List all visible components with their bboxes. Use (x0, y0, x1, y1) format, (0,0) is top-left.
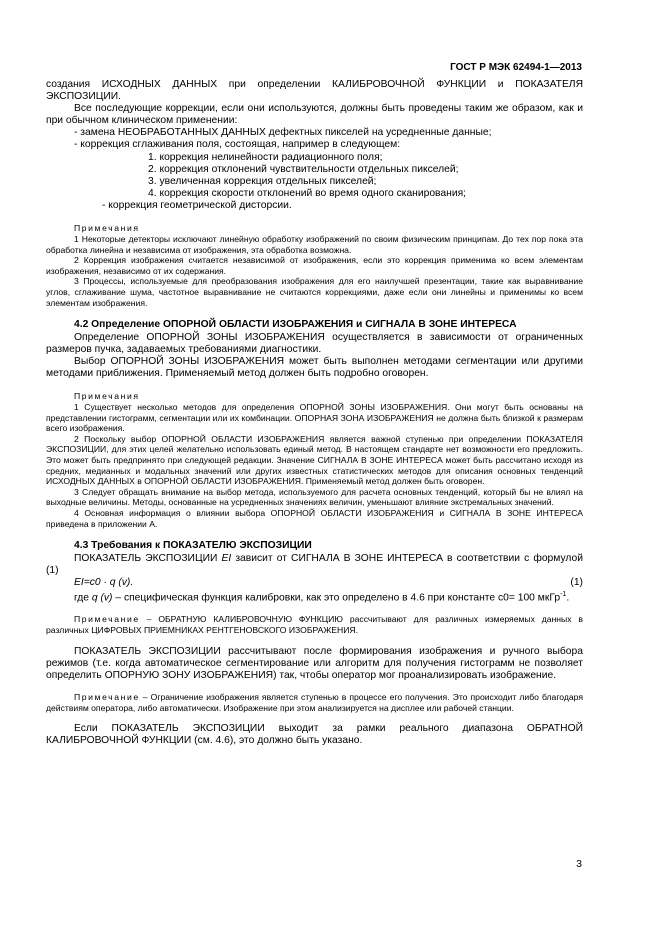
intro-dash-item-2: - коррекция сглаживания поля, состоящая, например в следующем: (74, 139, 401, 151)
section-4-3-paragraph-3: Если ПОКАЗАТЕЛЬ ЭКСПОЗИЦИИ выходит за рамки реального диапазона ОБРАТНОЙ КАЛИБРОВОЧНОЙ ФУНКЦИИ (см. 4.6), это должно быть указано. (46, 723, 583, 747)
note-1-2: 2 Коррекция изображения считается независимой от изображения, если это коррекция применима ко всем элементам изображения, независимо от их содержания. (46, 255, 583, 276)
intro-paragraph-1: создания ИСХОДНЫХ ДАННЫХ при определении КАЛИБРОВОЧНОЙ ФУНКЦИИ и ПОКАЗАТЕЛЯ ЭКСПОЗИЦИИ. (46, 79, 583, 103)
intro-paragraph-2: Все последующие коррекции, если они используются, должны быть проведены таким же образом, как и при обычном клиническом применении: (46, 103, 583, 127)
formula-1 (46, 577, 583, 589)
note-1-3: 3 Процессы, используемые для преобразования изображения для его наилучшей презентации, такие как выравнивание углов, сглаживание шума, частотное выравнивание не считаются коррекциями, даже если они линейны и применимы ко всем элементам изображения. (46, 276, 583, 308)
note-2-4: 4 Основная информация о влиянии выбора ОПОРНОЙ ОБЛАСТИ ИЗОБРАЖЕНИЯ и СИГНАЛА В ЗОНЕ ИНТЕРЕСА приведена в приложении А. (46, 508, 583, 529)
spacer (46, 636, 583, 646)
intro-dash-item-3: - коррекция геометрической дисторсии. (102, 199, 292, 211)
text-span: . (566, 592, 570, 604)
formula-explanation (46, 589, 583, 605)
section-4-3-note-1 (46, 614, 583, 635)
note-text: – Ограничение изображения является ступенью в процессе его получения. Это происходит либо благодаря действиям оператора, либо автоматически. Изображение при этом анализируется на дисплее или рабочей станции. (46, 691, 583, 713)
ei-symbol: EI (221, 552, 232, 564)
formula-number: (1) (570, 576, 583, 588)
note-2-1: 1 Существует несколько методов для определения ОПОРНОЙ ЗОНЫ ИЗОБРАЖЕНИЯ. Они могут быть основаны на представлении гистограмм, сегментации или их комбинации. ОПОРНАЯ ЗОНА ИЗОБРАЖЕНИЯ не должна быть близкой к размерам всего изображения. (46, 402, 583, 434)
section-4-3-note-2 (46, 692, 583, 713)
section-4-2-paragraph-2: Выбор ОПОРНОЙ ЗОНЫ ИЗОБРАЖЕНИЯ может быть выполнен методами сегментации или другими методами приближения. Применяемый метод должен быть подробно оговорен. (46, 355, 583, 379)
q-symbol: q (v) (91, 592, 113, 604)
intro-sub-item-3: 3. увеличенная коррекция отдельных пикселей; (148, 175, 377, 187)
intro-sub-item-2: 2. коррекция отклонений чувствительности отдельных пикселей; (148, 163, 459, 175)
note-label: Примечание (74, 614, 140, 625)
note-label: Примечание (74, 691, 140, 702)
text-span: ПОКАЗАТЕЛЬ ЭКСПОЗИЦИИ (74, 552, 222, 564)
section-4-3-paragraph-2: ПОКАЗАТЕЛЬ ЭКСПОЗИЦИИ рассчитывают после формирования изображения и ручного выбора режимов (т.е. когда автоматическое сегментирование или алгоритм для получения гистограмм не позволяет определить ОПОРНУЮ ЗОНУ ИЗОБРАЖЕНИЯ) так, чтобы оператор мог проанализировать изображение. (46, 645, 583, 681)
intro-sub-item-4: 4. коррекция скорости отклонений во время одного сканирования; (148, 187, 467, 199)
intro-sub-item-1: 1. коррекция нелинейности радиационного поля; (148, 151, 383, 163)
formula-expression: EI=c0 · q (v). (74, 576, 134, 588)
notes-heading-1: Примечания (74, 223, 140, 234)
section-4-3-title: 4.3 Требования к ПОКАЗАТЕЛЮ ЭКСПОЗИЦИИ (74, 540, 312, 552)
text-span: зависит от СИГНАЛА В ЗОНЕ ИНТЕРЕСА в соответствии с формулой (1) (46, 552, 583, 576)
note-2-2: 2 Поскольку выбор ОПОРНОЙ ОБЛАСТИ ИЗОБРАЖЕНИЯ является важной ступенью при определении ПОКАЗАТЕЛЯ ЭКСПОЗИЦИИ, для этих целей желательно использовать единый метод. В настоящем стандарте нет возможности его предложить. Это может быть предпринято при следующей редакции. Значение СИГНАЛА В ЗОНЕ ИНТЕРЕСА может быть рассчитано исходя из средних, медианных и модальных значений или других известных статистических методов для описания основных тенденций ИСХОДНЫХ ДАННЫХ в ОПОРНОЙ ОБЛАСТИ ИЗОБРАЖЕНИЯ. Применяемый метод должен быть оговорен. (46, 433, 583, 487)
notes-heading-2: Примечания (74, 391, 140, 402)
text-span: – специфическая функция калибровки, как это определено в 4.6 при константе c0= 100 мкГр (112, 592, 561, 604)
section-4-2-paragraph-1: Определение ОПОРНОЙ ЗОНЫ ИЗОБРАЖЕНИЯ осуществляется в зависимости от ограниченных размеров пучка, задаваемых требованиями диагностики. (46, 331, 583, 355)
page-content (46, 79, 583, 747)
section-4-3-paragraph-1 (46, 553, 583, 577)
spacer (46, 713, 583, 723)
note-1-1: 1 Некоторые детекторы исключают линейную обработку изображений по своим физическим принципам. До тех пор пока эта обработка линейна и независима от изображения, эта обработка возможна. (46, 234, 583, 255)
section-4-2-title: 4.2 Определение ОПОРНОЙ ОБЛАСТИ ИЗОБРАЖЕНИЯ и СИГНАЛА В ЗОНЕ ИНТЕРЕСА (74, 319, 517, 331)
text-span: где (74, 592, 92, 604)
note-2-3: 3 Следует обращать внимание на выбор метода, используемого для расчета основных тенденций, который бы не влиял на выходные величины. Методы, основанные на усредненных значениях величин, уменьшают влияние экстремальных значений. (46, 486, 583, 508)
spacer (46, 604, 583, 614)
intro-dash-item-1: - замена НЕОБРАБОТАННЫХ ДАННЫХ дефектных пикселей на усредненные данные; (74, 127, 492, 139)
standard-header: ГОСТ Р МЭК 62494-1—2013 (450, 62, 582, 73)
page-number: 3 (576, 859, 582, 870)
spacer (46, 682, 583, 692)
unit-exponent: -1 (560, 590, 567, 598)
note-text: – ОБРАТНУЮ КАЛИБРОВОЧНУЮ ФУНКЦИЮ рассчитывают для различных измеряемых данных в различных ЦИФРОВЫХ ПРИЕМНИКАХ РЕНТГЕНОВСКОГО ИЗОБРАЖЕНИЯ. (46, 614, 583, 636)
